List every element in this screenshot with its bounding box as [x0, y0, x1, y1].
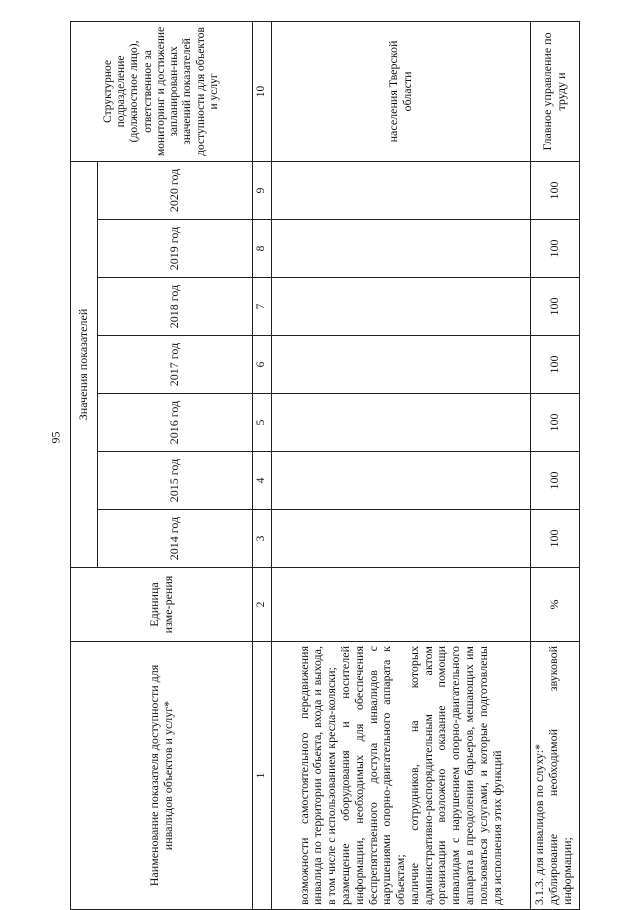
header-values-group: Значения показателей	[71, 161, 98, 567]
value-cell	[272, 161, 531, 219]
indicator-description	[272, 642, 531, 910]
description-paragraph: наличие сотрудников, на которых административно-распорядительным актом организации возложено оказание помощи инвалидам с нарушением опорно-двигательного аппарата в преодолении барьеров, мешающих им пользоваться услугами, и которые подготовлены для исполнения этих функций	[406, 646, 504, 905]
column-number: 2	[253, 568, 272, 642]
responsible-cell: Главное управление по труду и	[531, 21, 580, 161]
description-paragraph: дублирование необходимой звуковой информации;	[545, 646, 574, 905]
header-year: 2020 год	[98, 161, 253, 219]
column-number: 1	[253, 642, 272, 910]
header-unit: Единица изме-рения	[71, 568, 253, 642]
value-cell	[272, 452, 531, 510]
value-cell: 100	[531, 278, 580, 336]
header-responsible: Структурное подразделение (должностное лицо), ответственное за мониторинг и достижение запланирован-ных значений показателей доступности для объектов и услуг	[71, 21, 253, 161]
responsible-cell: населения Тверской области	[272, 21, 531, 161]
header-year: 2018 год	[98, 278, 253, 336]
value-cell: 100	[531, 452, 580, 510]
indicator-description	[531, 642, 580, 910]
unit-cell: %	[531, 568, 580, 642]
header-year: 2014 год	[98, 510, 253, 568]
column-number: 9	[253, 161, 272, 219]
numbering-row	[253, 21, 272, 909]
header-indicator-name: Наименование показателя доступности для инвалидов объектов и услуг*	[71, 642, 253, 910]
column-number: 4	[253, 452, 272, 510]
column-number: 3	[253, 510, 272, 568]
unit-cell	[272, 568, 531, 642]
value-cell: 100	[531, 161, 580, 219]
table-row	[531, 21, 580, 909]
column-number: 10	[253, 21, 272, 161]
header-year: 2017 год	[98, 336, 253, 394]
value-cell	[272, 336, 531, 394]
header-year: 2019 год	[98, 220, 253, 278]
value-cell	[272, 220, 531, 278]
header-year: 2016 год	[98, 394, 253, 452]
value-cell: 100	[531, 510, 580, 568]
value-cell	[272, 510, 531, 568]
column-number: 7	[253, 278, 272, 336]
rotated-page-content	[70, 22, 573, 910]
value-cell	[272, 394, 531, 452]
value-cell	[272, 278, 531, 336]
column-number: 8	[253, 220, 272, 278]
column-number: 5	[253, 394, 272, 452]
header-row-top	[71, 21, 98, 909]
header-year: 2015 год	[98, 452, 253, 510]
indicators-table	[70, 21, 580, 910]
description-paragraph: размещение оборудования и носителей информации, необходимых для обеспечения беспрепятственного доступа инвалидов с нарушениями опорно-двигательного аппарата к объектам;	[337, 646, 408, 905]
value-cell: 100	[531, 394, 580, 452]
value-cell: 100	[531, 336, 580, 394]
description-paragraph: 3.1.3. для инвалидов по слуху:*	[532, 743, 546, 905]
value-cell: 100	[531, 220, 580, 278]
column-number: 6	[253, 336, 272, 394]
description-paragraph: возможности самостоятельного передвижения инвалида по территории объекта, входа и выхода, в том числе с использованием кресла-коляски;	[296, 646, 339, 905]
page-number: 95	[48, 431, 63, 444]
table-row	[272, 21, 531, 909]
